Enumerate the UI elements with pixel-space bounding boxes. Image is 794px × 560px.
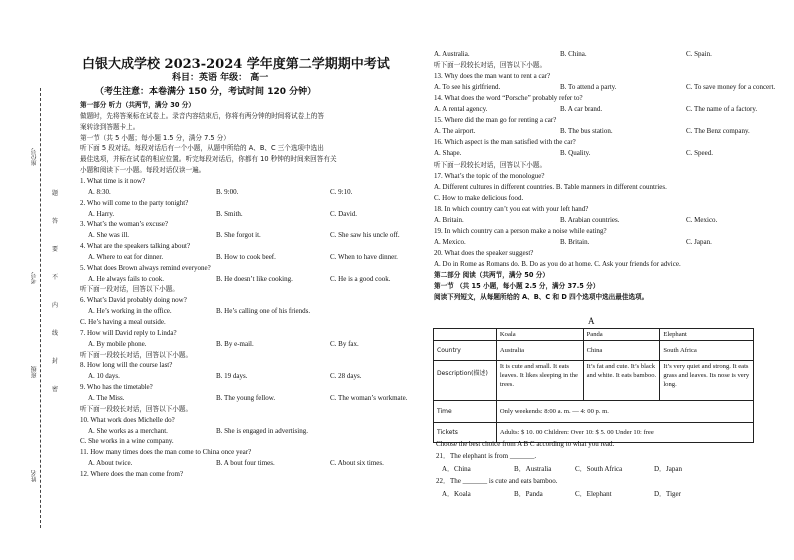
- table-cell: It is cute and small. It eats leaves. It likes sleeping in the trees.: [496, 361, 583, 401]
- question-line: 2. Who will come to the party tonight?: [80, 198, 189, 207]
- question-line: 4. What are the speakers talking about?: [80, 242, 191, 251]
- question-line: 听下面一段较长对话，回答以下小题。: [80, 350, 193, 359]
- margin-label: 考号: [31, 272, 38, 284]
- answer-option: A. Where to eat for dinner.: [88, 252, 164, 261]
- answer-option: C. He is a good cook.: [330, 274, 391, 283]
- question-line: 听下面一段对话，回答以下小题。: [80, 285, 179, 294]
- answer-option: A. The airport.: [434, 127, 476, 136]
- question-line: 第一部分 听力（共两节，满分 30 分）: [80, 101, 195, 109]
- answer-option: A．China: [442, 464, 471, 473]
- answer-option: C. She saw his uncle off.: [330, 231, 400, 240]
- answer-option: A. By mobile phone.: [88, 339, 147, 348]
- answer-option: D．Japan: [654, 464, 682, 473]
- passage-label: A: [588, 316, 595, 326]
- answer-option: C．Elephant: [575, 489, 612, 498]
- question-line: 18. In which country can’t you eat with your left hand?: [434, 204, 589, 213]
- question-line: C. He’s having a meal outside.: [80, 318, 166, 326]
- question-line: 14. What does the word “Porsche” probably refer to?: [434, 94, 583, 103]
- question-line: 阅读下列短文，从每题所给的 A、B、C 和 D 四个选项中选出最佳选项。: [434, 293, 649, 302]
- question-line: 16. Which aspect is the man satisfied with the car?: [434, 138, 576, 147]
- table-row: [434, 401, 754, 423]
- question-line: 22．The _______ is cute and eats bamboo.: [436, 477, 558, 486]
- table-header-cell: Panda: [583, 329, 660, 341]
- margin-warning-char: 题: [52, 190, 59, 197]
- animal-table: [433, 328, 754, 443]
- row-label: Time: [434, 401, 497, 423]
- margin-label: 姓名: [31, 470, 38, 482]
- answer-option: B. 19 days.: [216, 372, 248, 381]
- margin-label: 座位号: [31, 148, 38, 166]
- answer-option: B. How to cook beef.: [216, 252, 276, 261]
- answer-option: D．Tiger: [654, 489, 681, 498]
- question-line: 小题和阅读下一小题。每段对话仅读一遍。: [80, 166, 206, 175]
- answer-option: C. Speed.: [686, 149, 714, 158]
- answer-option: B. Smith.: [216, 209, 243, 218]
- question-line: 19. In which country can a person make a noise while eating?: [434, 226, 607, 235]
- answer-option: A. Shape.: [434, 149, 462, 158]
- answer-option: C. When to have dinner.: [330, 252, 398, 261]
- answer-option: C. David.: [330, 209, 358, 218]
- question-line: 17. What’s the topic of the monologue?: [434, 171, 545, 180]
- margin-warning-char: 答: [52, 218, 59, 225]
- answer-option: B．Australia: [514, 464, 552, 473]
- answer-option: B. He’s calling one of his friends.: [216, 307, 311, 316]
- answer-option: B. He doesn’t like cooking.: [216, 274, 293, 283]
- question-line: 5. What does Brown always remind everyone?: [80, 263, 211, 272]
- answer-option: B. Quality.: [560, 149, 591, 158]
- row-label: Country: [434, 341, 497, 361]
- margin-warning-char: 要: [52, 246, 59, 253]
- row-label: Tickets: [434, 423, 497, 443]
- answer-option: B. The young fellow.: [216, 393, 276, 402]
- answer-option: B. She is engaged in advertising.: [216, 426, 308, 435]
- answer-option: A. He always fails to cook.: [88, 274, 165, 283]
- table-cell: It’s fat and cute. It’s black and white. It eats bamboo.: [583, 361, 660, 401]
- table-header-cell: Elephant: [660, 329, 754, 341]
- answer-option: A. To see his girlfriend.: [434, 83, 501, 92]
- answer-option: A. 10 days.: [88, 372, 120, 381]
- answer-option: C．South Africa: [575, 464, 623, 473]
- table-cell: South Africa: [660, 341, 754, 361]
- margin-warning-char: 线: [52, 330, 59, 337]
- question-line: 11. How many times does the man come to China once year?: [80, 448, 252, 457]
- exam-title: 白银大成学校 2023-2024 学年度第二学期期中考试: [82, 57, 390, 72]
- question-line: 第二部分 阅读（共两节，满分 50 分）: [434, 271, 549, 279]
- answer-option: B. A car brand.: [560, 105, 603, 114]
- answer-option: A. He’s working in the office.: [88, 307, 172, 316]
- answer-option: A．Koala: [442, 489, 471, 498]
- question-line: 20. What does the speaker suggest?: [434, 248, 534, 257]
- question-line: 3. What’s the woman’s excuse?: [80, 220, 168, 229]
- answer-option: B. Arabian countries.: [560, 215, 620, 224]
- exam-note: （考生注意：本卷满分 150 分，考试时间 120 分钟）: [95, 87, 317, 97]
- question-line: A. Different cultures in different countries. B. Table manners in different countries.: [434, 182, 667, 191]
- answer-option: B. By e-mail.: [216, 339, 254, 348]
- margin-label: 班级: [31, 366, 38, 378]
- answer-option: A. A rental agency.: [434, 105, 488, 114]
- question-line: C. She works in a wine company.: [80, 437, 174, 446]
- question-line: 12. Where does the man come from?: [80, 469, 184, 478]
- table-row: [434, 361, 754, 401]
- table-cell: It’s very quiet and strong. It eats grass and leaves. Its nose is very long.: [660, 361, 754, 401]
- question-line: C. How to make delicious food.: [434, 193, 524, 202]
- question-line: 做题时，先将答案标在试卷上。录音内容结束后，你将有两分钟的时间将试卷上的答: [80, 111, 324, 120]
- answer-option: B. To attend a party.: [560, 83, 617, 92]
- answer-option: A. 8:30.: [88, 187, 111, 196]
- question-line: 第一节 （共 15 小题，每小题 2.5 分，满分 37.5 分）: [434, 282, 600, 291]
- answer-option: C. By fax.: [330, 339, 359, 348]
- margin-warning-char: 不: [52, 274, 59, 281]
- answer-option: C. The Benz company.: [686, 127, 750, 136]
- answer-option: B. China.: [560, 50, 587, 58]
- table-cell: Only weekends: 8:00 a. m. — 4: 00 p. m.: [496, 401, 753, 423]
- question-line: 7. How will David reply to Linda?: [80, 328, 177, 337]
- question-line: 听下面一段较长对话，回答以下小题。: [434, 160, 547, 169]
- question-line: Choose the best choice from A B C according to what you read.: [436, 440, 615, 448]
- answer-option: C. The woman’s workmate.: [330, 393, 408, 402]
- answer-option: B. She forgot it.: [216, 231, 261, 240]
- subject-grade-line: 科目：英语 年级： 高一: [172, 73, 269, 83]
- question-line: 8. How long will the course last?: [80, 361, 173, 370]
- answer-option: B. Britain.: [560, 237, 590, 246]
- table-cell: Australia: [496, 341, 583, 361]
- question-line: 1. What time is it now?: [80, 176, 146, 185]
- table-header-cell: Koala: [496, 329, 583, 341]
- row-label: Description(描述): [434, 361, 497, 401]
- question-line: 听下面 5 段对话。每段对话后有一个小题，从题中所给的 A、B、C 三个选项中选出: [80, 144, 324, 153]
- question-line: A. Do in Rome as Romans do. B. Do as you do at home. C. Ask your friends for advice.: [434, 259, 681, 268]
- table-cell: [434, 329, 497, 341]
- answer-option: C. Spain.: [686, 50, 712, 58]
- question-line: 15. Where did the man go for renting a car?: [434, 116, 557, 125]
- answer-option: A. She was ill.: [88, 231, 130, 240]
- binding-dashed-line: [40, 88, 41, 528]
- question-line: 10. What work does Michelle do?: [80, 415, 175, 424]
- answer-option: C. 9:10.: [330, 187, 353, 196]
- question-line: 案转涂到答题卡上。: [80, 122, 140, 131]
- answer-option: B. The bus station.: [560, 127, 613, 136]
- answer-option: C. Japan.: [686, 237, 712, 246]
- answer-option: B. A bout four times.: [216, 459, 275, 468]
- margin-warning-char: 封: [52, 358, 59, 365]
- answer-option: A. The Miss.: [88, 393, 125, 402]
- answer-option: C. To save money for a concert.: [686, 83, 776, 92]
- question-line: 听下面一段较长对话，回答以下小题。: [434, 61, 547, 70]
- answer-option: C. About six times.: [330, 459, 384, 468]
- answer-option: A. She works as a merchant.: [88, 426, 168, 435]
- answer-option: C. 28 days.: [330, 372, 362, 381]
- answer-option: A. Britain.: [434, 215, 464, 224]
- answer-option: A. Harry.: [88, 209, 115, 218]
- question-line: 9. Who has the timetable?: [80, 383, 153, 392]
- table-row: [434, 341, 754, 361]
- table-cell: Adults: $ 10. 00 Children: Over 10: $ 5. 00 Under 10: free: [496, 423, 753, 443]
- table-row: [434, 329, 754, 341]
- question-line: 6. What’s David probably doing now?: [80, 296, 187, 305]
- margin-warning-char: 密: [52, 386, 59, 393]
- answer-option: B. 9:00.: [216, 187, 239, 196]
- question-line: 21．The elephant is from _______.: [436, 452, 537, 461]
- answer-option: B．Panda: [514, 489, 543, 498]
- question-line: 第一节（共 5 小题；每小题 1.5 分，满分 7.5 分）: [80, 133, 230, 142]
- margin-warning-char: 内: [52, 302, 59, 309]
- answer-option: A. About twice.: [88, 459, 133, 468]
- question-line: 13. Why does the man want to rent a car?: [434, 72, 551, 81]
- answer-option: C. The name of a factory.: [686, 105, 758, 114]
- table-cell: China: [583, 341, 660, 361]
- answer-option: A. Mexico.: [434, 237, 466, 246]
- question-line: 最佳选项，并标在试卷的相应位置。听完每段对话后，你都有 10 秒钟的时间来回答有关: [80, 155, 337, 164]
- answer-option: A. Australia.: [434, 50, 470, 58]
- answer-option: C. Mexico.: [686, 215, 718, 224]
- question-line: 听下面一段较长对话，回答以下小题。: [80, 404, 193, 413]
